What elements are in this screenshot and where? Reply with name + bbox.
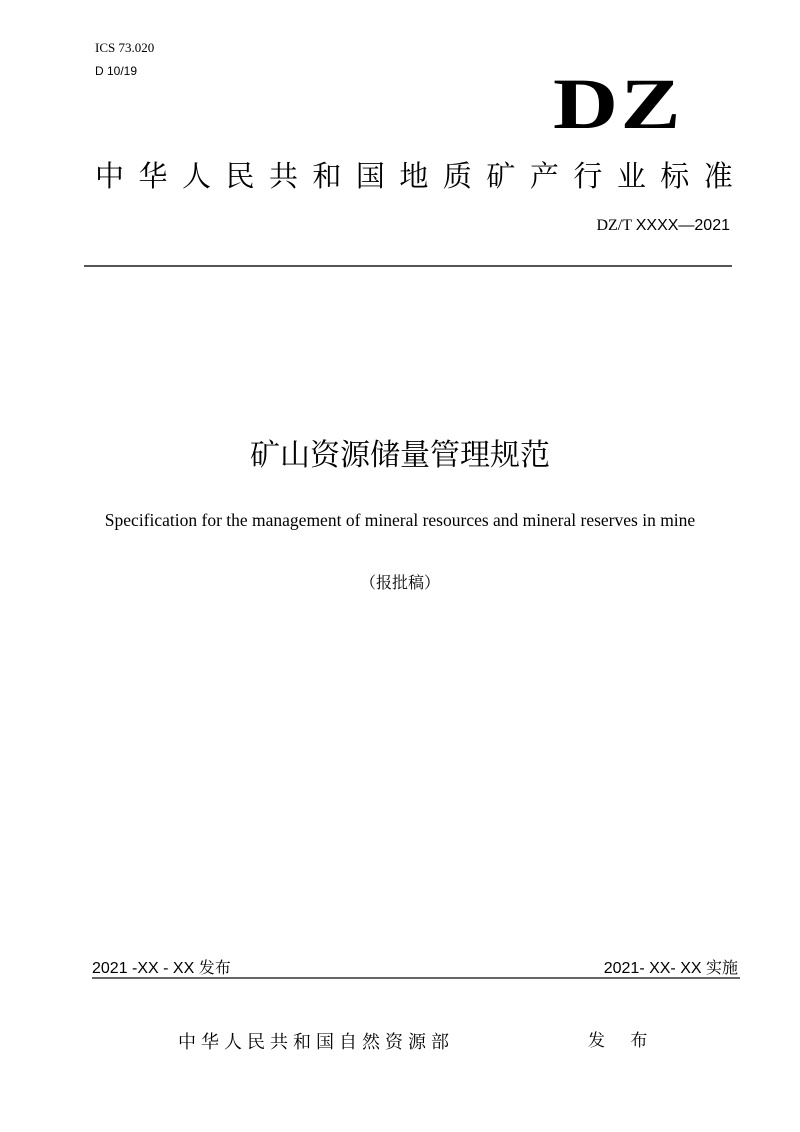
standard-category-char: 质 xyxy=(442,159,472,193)
standard-category-char: 华 xyxy=(138,159,168,193)
standard-category-char: 标 xyxy=(660,159,690,193)
ics-code: ICS 73.020 xyxy=(95,40,155,55)
standard-category-char: 共 xyxy=(268,159,298,193)
standard-category xyxy=(95,156,733,196)
standard-category-char: 民 xyxy=(225,159,255,193)
footer-divider xyxy=(92,977,740,979)
standard-number xyxy=(596,216,730,236)
standard-category-char: 行 xyxy=(573,159,603,193)
standard-category-char: 矿 xyxy=(486,159,516,193)
standard-category-char: 和 xyxy=(312,159,342,193)
standard-category-char: 人 xyxy=(181,159,211,193)
implementation-date: 2021- XX- XX 实施 xyxy=(603,960,738,977)
ccs-code: D 10/19 xyxy=(95,64,138,78)
standard-category-char: 产 xyxy=(529,159,559,193)
standard-category-char: 中 xyxy=(95,159,125,193)
issuer-name: 中华人民共和国自然资源部 xyxy=(178,1032,454,1053)
issue-label: 发 布 xyxy=(588,1031,658,1051)
dz-logo: DZ xyxy=(553,64,684,144)
standard-number-prefix: DZ/T xyxy=(596,217,636,234)
header-divider xyxy=(84,265,732,267)
draft-status: （报批稿） xyxy=(359,573,440,592)
standard-category-char: 地 xyxy=(399,159,429,193)
standard-category-char: 业 xyxy=(616,159,646,193)
issue-date: 2021 -XX - XX 发布 xyxy=(92,960,231,977)
standard-category-char: 准 xyxy=(703,159,733,193)
document-title-cn: 矿山资源储量管理规范 xyxy=(250,438,550,473)
document-title-en: Specification for the management of mineral resources and mineral reserves in mine xyxy=(104,510,696,530)
standard-category-char: 国 xyxy=(355,159,385,193)
standard-number-suffix: XXXX—2021 xyxy=(635,217,730,234)
